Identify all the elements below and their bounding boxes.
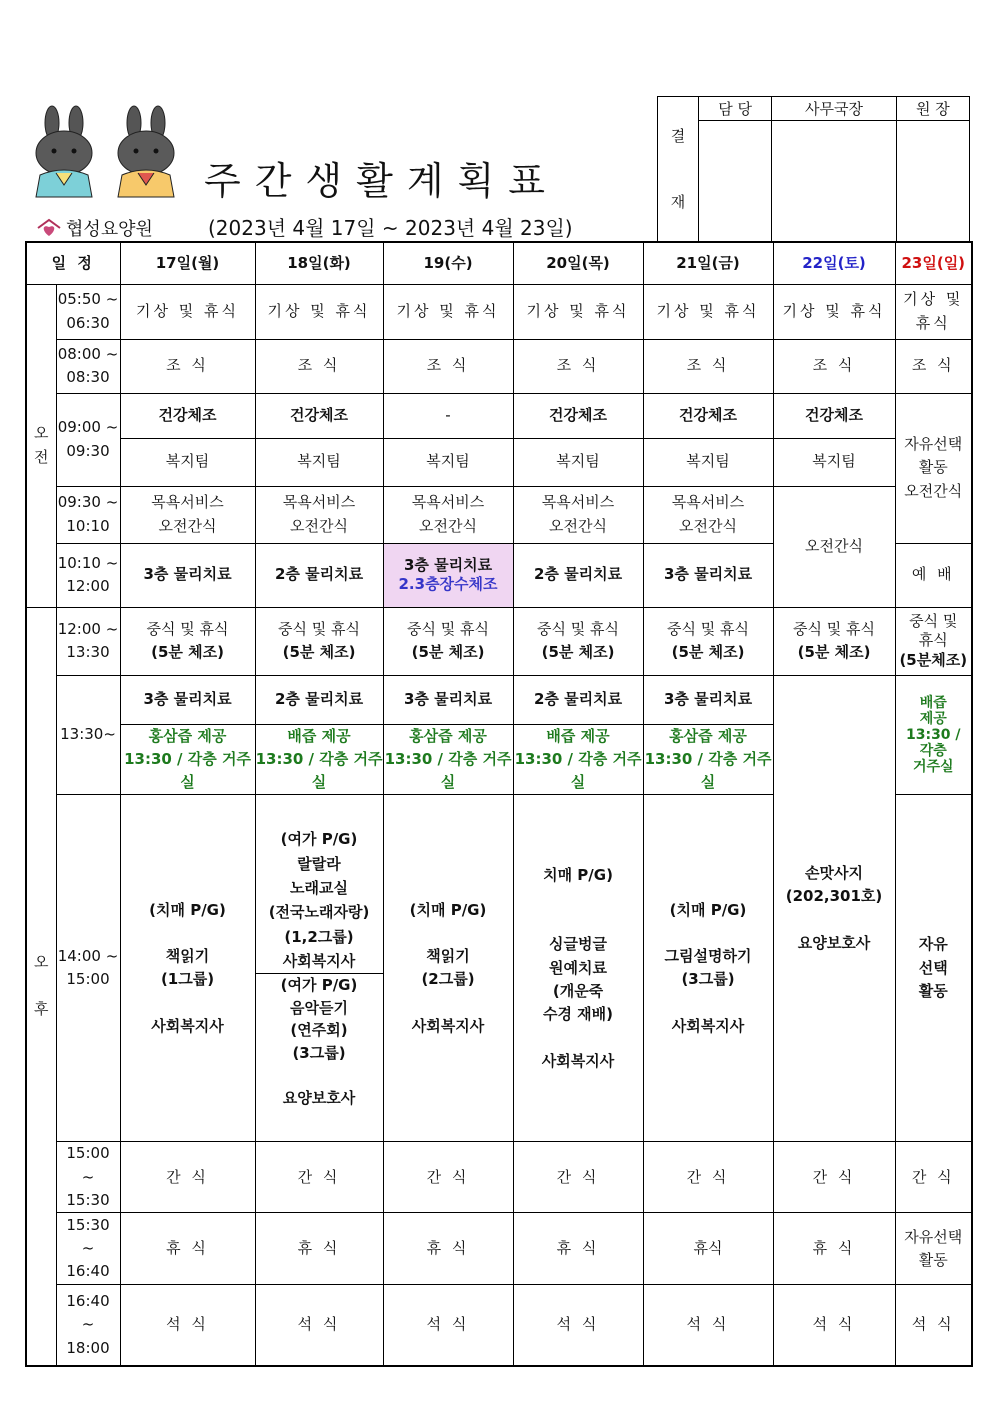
cell: 조 식: [643, 339, 773, 393]
cell: 2층 물리치료: [255, 675, 383, 724]
cell: 조 식: [383, 339, 513, 393]
cell: 목욕서비스 오전간식: [255, 486, 383, 543]
table-row: [26, 675, 972, 724]
cell: 석 식: [513, 1285, 643, 1366]
cell-juice: 홍삼즙 제공 13:30 / 각층 거주실: [383, 724, 513, 795]
cell: 기상 및 휴식: [383, 284, 513, 339]
cell: 2층 물리치료: [513, 675, 643, 724]
cell: 간 식: [643, 1142, 773, 1213]
schedule-header: 일 정: [26, 242, 120, 284]
cell: 석 식: [120, 1285, 255, 1366]
cell: 3층 물리치료: [643, 543, 773, 607]
cell: 휴 식: [120, 1213, 255, 1285]
day-header: 21일(금): [643, 242, 773, 284]
time-slot: 09:30 ~ 10:10: [56, 486, 120, 543]
time-slot: 15:30 ~ 16:40: [56, 1213, 120, 1285]
cell: 복지팀: [383, 438, 513, 486]
page-title: 주간생활계획표: [204, 159, 559, 203]
cell-sunday-juice: 배즙 제공 13:30 / 각층 거주실: [895, 675, 972, 795]
cell: 중식 및 휴식 (5분 체조): [643, 607, 773, 675]
cell: 건강체조: [643, 393, 773, 438]
cell: 목욕서비스 오전간식: [513, 486, 643, 543]
cell: 2층 물리치료: [255, 543, 383, 607]
cell: 복지팀: [773, 438, 895, 486]
time-slot: 09:00 ~ 09:30: [56, 393, 120, 486]
time-slot: 16:40 ~ 18:00: [56, 1285, 120, 1366]
cell: 석 식: [255, 1285, 383, 1366]
cell: 기상 및 휴식: [120, 284, 255, 339]
cell: 석 식: [773, 1285, 895, 1366]
approval-role: 담 당: [699, 97, 772, 121]
time-slot: 10:10 ~ 12:00: [56, 543, 120, 607]
cell: 목욕서비스 오전간식: [643, 486, 773, 543]
cell-program: (여가 P/G) 랄랄라 노래교실 (전국노래자랑) (1,2그룹) 사회복지사 (여가 P/G) 음악듣기 (연주회) (3그룹) 요양보호사: [255, 795, 383, 1142]
cell: 목욕서비스 오전간식: [120, 486, 255, 543]
cell: 목욕서비스 오전간식: [383, 486, 513, 543]
section-am: 오 전: [26, 284, 56, 607]
section-pm: 오 후: [26, 607, 56, 1366]
cell: 2층 물리치료: [513, 543, 643, 607]
cell: 중식 및 휴식 (5분 체조): [513, 607, 643, 675]
cell: 복지팀: [120, 438, 255, 486]
cell: 조 식: [513, 339, 643, 393]
cell: 3층 물리치료: [643, 675, 773, 724]
approval-side-label: 결 재: [658, 97, 699, 242]
signature-box[interactable]: [896, 121, 969, 242]
cell-program: 치매 P/G) 싱글벙글 원예치료 (개운죽 수경 재배) 사회복지사: [513, 795, 643, 1142]
cell: 중식 및 휴식 (5분 체조): [255, 607, 383, 675]
table-row: [26, 1285, 972, 1366]
approval-role: 사무국장: [772, 97, 896, 121]
cell: 예 배: [895, 543, 972, 607]
table-row: [26, 607, 972, 675]
date-period: (2023년 4월 17일 ~ 2023년 4월 23일): [208, 216, 573, 240]
time-slot: 05:50 ~ 06:30: [56, 284, 120, 339]
cell-program: (치매 P/G) 그림설명하기 (3그룹) 사회복지사: [643, 795, 773, 1142]
time-slot: 12:00 ~ 13:30: [56, 607, 120, 675]
cell-juice: 배즙 제공 13:30 / 각층 거주실: [255, 724, 383, 795]
cell: 조 식: [895, 339, 972, 393]
cell: 석 식: [383, 1285, 513, 1366]
document-header: [0, 0, 992, 240]
time-slot: 08:00 ~ 08:30: [56, 339, 120, 393]
time-slot: 14:00 ~ 15:00: [56, 795, 120, 1142]
cell: 기상 및 휴식: [255, 284, 383, 339]
cell: 건강체조: [513, 393, 643, 438]
cell: 복지팀: [643, 438, 773, 486]
cell: 휴 식: [383, 1213, 513, 1285]
cell: 조 식: [255, 339, 383, 393]
approval-box: [657, 96, 970, 242]
cell: 휴 식: [773, 1213, 895, 1285]
cell: 오전간식: [773, 486, 895, 607]
cell: 중식 및 휴식 (5분체조): [895, 607, 972, 675]
cell: 3층 물리치료: [120, 543, 255, 607]
cell-highlight: 3층 물리치료 2.3층장수체조: [383, 543, 513, 607]
cell: 3층 물리치료: [120, 675, 255, 724]
cell: 중식 및 휴식 (5분 체조): [120, 607, 255, 675]
day-header-sunday: 23일(일): [895, 242, 972, 284]
day-header: 20일(목): [513, 242, 643, 284]
day-header: 19(수): [383, 242, 513, 284]
cell: 복지팀: [513, 438, 643, 486]
cell: 조 식: [773, 339, 895, 393]
table-row: [26, 393, 972, 438]
cell: 기상 및 휴식: [773, 284, 895, 339]
table-header-row: [26, 242, 972, 284]
table-row: [26, 339, 972, 393]
cell: 조 식: [120, 339, 255, 393]
cell-program: 자유 선택 활동: [895, 795, 972, 1142]
cell: 건강체조: [120, 393, 255, 438]
cell: 간 식: [773, 1142, 895, 1213]
cell: 자유선택 활동 오전간식: [895, 393, 972, 543]
cell: 건강체조: [773, 393, 895, 438]
cell: 중식 및 휴식 (5분 체조): [773, 607, 895, 675]
weekly-schedule-table: [25, 241, 973, 1367]
cell-program: (치매 P/G) 책읽기 (2그룹) 사회복지사: [383, 795, 513, 1142]
cell-juice: 홍삼즙 제공 13:30 / 각층 거주실: [120, 724, 255, 795]
cell: 자유선택 활동: [895, 1213, 972, 1285]
cell-saturday-activity: 손맛사지 (202,301호) 요양보호사: [773, 675, 895, 1142]
cell: 휴 식: [255, 1213, 383, 1285]
cell: 휴식: [643, 1213, 773, 1285]
cell: 석 식: [643, 1285, 773, 1366]
day-header: 18일(화): [255, 242, 383, 284]
cell: 간 식: [120, 1142, 255, 1213]
organization: [36, 215, 153, 241]
cell: 휴 식: [513, 1213, 643, 1285]
cell: 간 식: [383, 1142, 513, 1213]
cell: 기상 및 휴식: [643, 284, 773, 339]
day-header-saturday: 22일(토): [773, 242, 895, 284]
table-row: [26, 486, 972, 543]
cell: 복지팀: [255, 438, 383, 486]
cell-program: (치매 P/G) 책읽기 (1그룹) 사회복지사: [120, 795, 255, 1142]
table-row: [26, 1213, 972, 1285]
cell-divider: (여가 P/G) 음악듣기 (연주회) (3그룹) 요양보호사: [256, 973, 383, 1109]
cell: 간 식: [895, 1142, 972, 1213]
time-slot: 13:30~: [56, 675, 120, 795]
cell-juice: 홍삼즙 제공 13:30 / 각층 거주실: [643, 724, 773, 795]
day-header: 17일(월): [120, 242, 255, 284]
cell: 간 식: [513, 1142, 643, 1213]
cell: 3층 물리치료: [383, 675, 513, 724]
approval-role: 원 장: [896, 97, 969, 121]
cell: -: [383, 393, 513, 438]
signature-box[interactable]: [699, 121, 772, 242]
bunny-mascot-icon: [112, 105, 182, 200]
table-row: [26, 1142, 972, 1213]
organization-logo-icon: [36, 218, 62, 238]
cell: 석 식: [895, 1285, 972, 1366]
table-row: [26, 438, 972, 486]
cell: 기상 및 휴식: [513, 284, 643, 339]
table-row: [26, 284, 972, 339]
cell-juice: 배즙 제공 13:30 / 각층 거주실: [513, 724, 643, 795]
organization-name: 협성요양원: [66, 219, 153, 240]
cell: 중식 및 휴식 (5분 체조): [383, 607, 513, 675]
cell: 기상 및 휴식: [895, 284, 972, 339]
bunny-mascot-icon: [30, 105, 100, 200]
signature-box[interactable]: [772, 121, 896, 242]
time-slot: 15:00 ~ 15:30: [56, 1142, 120, 1213]
cell: 건강체조: [255, 393, 383, 438]
cell: 간 식: [255, 1142, 383, 1213]
